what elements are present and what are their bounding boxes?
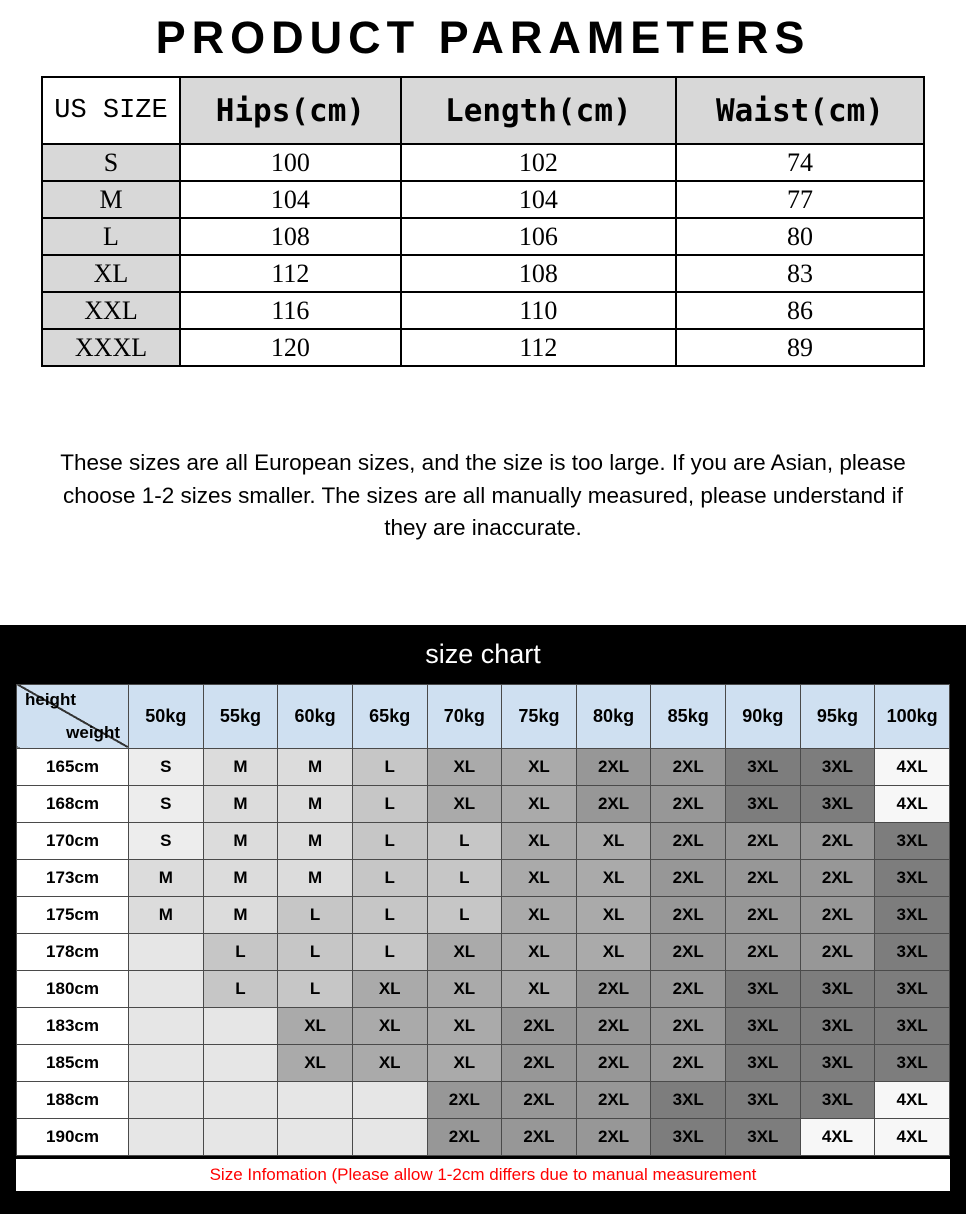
measurement-value-cell: 116 (180, 292, 401, 329)
empty-size-cell (129, 933, 204, 970)
recommended-size-cell: 2XL (576, 1118, 651, 1155)
recommended-size-cell: 2XL (651, 859, 726, 896)
size-label-cell: S (42, 144, 180, 181)
recommended-size-cell: 3XL (875, 933, 950, 970)
empty-size-cell (352, 1081, 427, 1118)
weight-header-cell: 65kg (352, 684, 427, 748)
recommended-size-cell: 2XL (800, 859, 875, 896)
empty-size-cell (278, 1081, 353, 1118)
recommended-size-cell: M (203, 859, 278, 896)
weight-header-cell: 90kg (726, 684, 801, 748)
parameters-row (42, 181, 924, 218)
recommended-size-cell: 2XL (800, 933, 875, 970)
empty-size-cell (203, 1118, 278, 1155)
recommended-size-cell: 3XL (800, 785, 875, 822)
recommended-size-cell: L (427, 859, 502, 896)
size-chart-row (17, 1007, 950, 1044)
recommended-size-cell: 2XL (502, 1044, 577, 1081)
recommended-size-cell: XL (278, 1044, 353, 1081)
weight-header-cell: 80kg (576, 684, 651, 748)
measurement-value-cell: 106 (401, 218, 676, 255)
recommended-size-cell: M (129, 859, 204, 896)
recommended-size-cell: 2XL (726, 822, 801, 859)
recommended-size-cell: 2XL (726, 933, 801, 970)
recommended-size-cell: 3XL (800, 1044, 875, 1081)
size-label-cell: L (42, 218, 180, 255)
recommended-size-cell: 3XL (875, 822, 950, 859)
measurement-value-cell: 120 (180, 329, 401, 366)
empty-size-cell (129, 970, 204, 1007)
weight-header-cell: 95kg (800, 684, 875, 748)
weight-header-cell: 100kg (875, 684, 950, 748)
recommended-size-cell: 4XL (875, 748, 950, 785)
recommended-size-cell: XL (427, 970, 502, 1007)
size-label-cell: XXXL (42, 329, 180, 366)
recommended-size-cell: XL (502, 822, 577, 859)
recommended-size-cell: M (129, 896, 204, 933)
recommended-size-cell: L (352, 785, 427, 822)
parameters-row (42, 292, 924, 329)
size-chart-row (17, 970, 950, 1007)
recommended-size-cell: 4XL (875, 785, 950, 822)
recommended-size-cell: 2XL (651, 785, 726, 822)
empty-size-cell (129, 1007, 204, 1044)
recommended-size-cell: 3XL (800, 1081, 875, 1118)
recommended-size-cell: 2XL (651, 748, 726, 785)
recommended-size-cell: 3XL (800, 748, 875, 785)
recommended-size-cell: 2XL (576, 748, 651, 785)
size-chart-row (17, 859, 950, 896)
recommended-size-cell: XL (427, 1007, 502, 1044)
recommended-size-cell: XL (427, 785, 502, 822)
weight-header-cell: 85kg (651, 684, 726, 748)
recommended-size-cell: XL (352, 970, 427, 1007)
measurement-column-header: Length(cm) (401, 77, 676, 144)
recommended-size-cell: 3XL (875, 896, 950, 933)
recommended-size-cell: 2XL (576, 970, 651, 1007)
recommended-size-cell: XL (427, 1044, 502, 1081)
recommended-size-cell: 2XL (651, 1044, 726, 1081)
empty-size-cell (278, 1118, 353, 1155)
height-header-cell: 185cm (17, 1044, 129, 1081)
product-parameters-section (0, 0, 966, 545)
height-header-cell: 190cm (17, 1118, 129, 1155)
recommended-size-cell: 3XL (651, 1118, 726, 1155)
recommended-size-cell: XL (427, 933, 502, 970)
weight-header-cell: 70kg (427, 684, 502, 748)
recommended-size-cell: 2XL (726, 896, 801, 933)
measurement-value-cell: 104 (401, 181, 676, 218)
recommended-size-cell: 2XL (576, 1081, 651, 1118)
recommended-size-cell: 2XL (427, 1118, 502, 1155)
recommended-size-cell: M (203, 785, 278, 822)
recommended-size-cell: 2XL (651, 896, 726, 933)
recommended-size-cell: XL (278, 1007, 353, 1044)
height-header-cell: 170cm (17, 822, 129, 859)
parameters-row (42, 255, 924, 292)
measurement-value-cell: 77 (676, 181, 924, 218)
recommended-size-cell: L (352, 822, 427, 859)
empty-size-cell (129, 1118, 204, 1155)
recommended-size-cell: 4XL (875, 1081, 950, 1118)
parameters-row (42, 144, 924, 181)
recommended-size-cell: 2XL (502, 1081, 577, 1118)
measurement-value-cell: 112 (180, 255, 401, 292)
recommended-size-cell: L (352, 896, 427, 933)
height-header-cell: 183cm (17, 1007, 129, 1044)
recommended-size-cell: 3XL (875, 859, 950, 896)
recommended-size-cell: XL (576, 822, 651, 859)
recommended-size-cell: M (203, 748, 278, 785)
recommended-size-cell: 2XL (576, 1044, 651, 1081)
measurement-value-cell: 108 (401, 255, 676, 292)
recommended-size-cell: XL (427, 748, 502, 785)
measurement-value-cell: 108 (180, 218, 401, 255)
size-chart-row (17, 785, 950, 822)
recommended-size-cell: M (278, 822, 353, 859)
size-chart-row (17, 896, 950, 933)
recommended-size-cell: L (352, 933, 427, 970)
recommended-size-cell: L (352, 748, 427, 785)
recommended-size-cell: XL (576, 896, 651, 933)
page-title: PRODUCT PARAMETERS (155, 12, 811, 63)
height-header-cell: 168cm (17, 785, 129, 822)
recommended-size-cell: 2XL (576, 1007, 651, 1044)
recommended-size-cell: XL (502, 859, 577, 896)
recommended-size-cell: 3XL (651, 1081, 726, 1118)
measurement-value-cell: 110 (401, 292, 676, 329)
recommended-size-cell: L (203, 933, 278, 970)
empty-size-cell (203, 1007, 278, 1044)
recommended-size-cell: S (129, 785, 204, 822)
recommended-size-cell: XL (502, 896, 577, 933)
recommended-size-cell: L (278, 933, 353, 970)
recommended-size-cell: 2XL (726, 859, 801, 896)
recommended-size-cell: 3XL (875, 1044, 950, 1081)
size-label-cell: XXL (42, 292, 180, 329)
empty-size-cell (129, 1081, 204, 1118)
size-chart-row (17, 1044, 950, 1081)
recommended-size-cell: M (278, 859, 353, 896)
recommended-size-cell: L (427, 896, 502, 933)
measurement-value-cell: 89 (676, 329, 924, 366)
recommended-size-cell: XL (502, 748, 577, 785)
recommended-size-cell: 4XL (800, 1118, 875, 1155)
recommended-size-cell: XL (502, 785, 577, 822)
recommended-size-cell: 3XL (800, 970, 875, 1007)
size-information-note: Size Infomation (Please allow 1-2cm differs due to manual measurement (16, 1159, 950, 1191)
height-header-cell: 180cm (17, 970, 129, 1007)
recommended-size-cell: 2XL (502, 1118, 577, 1155)
size-label-cell: XL (42, 255, 180, 292)
recommended-size-cell: L (278, 970, 353, 1007)
weight-header-cell: 75kg (502, 684, 577, 748)
size-chart-title: size chart (425, 638, 541, 669)
measurement-value-cell: 74 (676, 144, 924, 181)
height-header-cell: 173cm (17, 859, 129, 896)
recommended-size-cell: M (278, 748, 353, 785)
recommended-size-cell: L (352, 859, 427, 896)
recommended-size-cell: XL (352, 1007, 427, 1044)
height-weight-corner-cell (17, 684, 129, 748)
recommended-size-cell: XL (576, 933, 651, 970)
size-chart-row (17, 933, 950, 970)
recommended-size-cell: L (427, 822, 502, 859)
recommended-size-cell: S (129, 822, 204, 859)
recommended-size-cell: XL (502, 970, 577, 1007)
measurement-value-cell: 83 (676, 255, 924, 292)
us-size-column-header: US SIZE (42, 77, 180, 144)
recommended-size-cell: 3XL (875, 970, 950, 1007)
recommended-size-cell: S (129, 748, 204, 785)
recommended-size-cell: M (203, 822, 278, 859)
recommended-size-cell: XL (502, 933, 577, 970)
measurement-value-cell: 104 (180, 181, 401, 218)
empty-size-cell (352, 1118, 427, 1155)
recommended-size-cell: 3XL (800, 1007, 875, 1044)
size-label-cell: M (42, 181, 180, 218)
height-header-cell: 188cm (17, 1081, 129, 1118)
recommended-size-cell: 3XL (726, 1118, 801, 1155)
recommended-size-cell: 2XL (576, 785, 651, 822)
recommended-size-cell: 3XL (726, 748, 801, 785)
measurement-value-cell: 102 (401, 144, 676, 181)
recommended-size-cell: XL (576, 859, 651, 896)
size-chart-row (17, 748, 950, 785)
recommended-size-cell: M (203, 896, 278, 933)
measurement-value-cell: 100 (180, 144, 401, 181)
product-parameters-table (41, 76, 925, 367)
measurement-value-cell: 80 (676, 218, 924, 255)
recommended-size-cell: 3XL (726, 1007, 801, 1044)
corner-weight-label: weight (66, 722, 120, 742)
height-header-cell: 175cm (17, 896, 129, 933)
measurement-column-header: Waist(cm) (676, 77, 924, 144)
recommended-size-cell: 2XL (502, 1007, 577, 1044)
recommended-size-cell: 3XL (726, 970, 801, 1007)
recommended-size-cell: 2XL (651, 933, 726, 970)
size-chart-row (17, 1081, 950, 1118)
size-chart-table (16, 684, 950, 1156)
height-header-cell: 178cm (17, 933, 129, 970)
size-chart-panel (0, 625, 966, 1214)
weight-header-cell: 55kg (203, 684, 278, 748)
recommended-size-cell: 3XL (726, 1081, 801, 1118)
empty-size-cell (203, 1081, 278, 1118)
weight-header-cell: 60kg (278, 684, 353, 748)
empty-size-cell (129, 1044, 204, 1081)
corner-height-label: height (25, 689, 76, 709)
parameters-header-row (42, 77, 924, 144)
recommended-size-cell: 2XL (800, 896, 875, 933)
size-chart-row (17, 822, 950, 859)
recommended-size-cell: 4XL (875, 1118, 950, 1155)
recommended-size-cell: 3XL (726, 785, 801, 822)
size-chart-row (17, 1118, 950, 1155)
empty-size-cell (203, 1044, 278, 1081)
recommended-size-cell: L (278, 896, 353, 933)
recommended-size-cell: 2XL (651, 822, 726, 859)
recommended-size-cell: XL (352, 1044, 427, 1081)
parameters-row (42, 218, 924, 255)
recommended-size-cell: 2XL (800, 822, 875, 859)
measurement-column-header: Hips(cm) (180, 77, 401, 144)
recommended-size-cell: 3XL (875, 1007, 950, 1044)
recommended-size-cell: 2XL (427, 1081, 502, 1118)
sizing-note: These sizes are all European sizes, and the size is too large. If you are Asian, please choose 1-2 sizes smaller. The sizes are all manually measured, please understand if they are inaccurate. (60, 450, 906, 541)
recommended-size-cell: M (278, 785, 353, 822)
parameters-row (42, 329, 924, 366)
measurement-value-cell: 86 (676, 292, 924, 329)
recommended-size-cell: 3XL (726, 1044, 801, 1081)
height-header-cell: 165cm (17, 748, 129, 785)
weight-header-row (17, 684, 950, 748)
weight-header-cell: 50kg (129, 684, 204, 748)
recommended-size-cell: 2XL (651, 1007, 726, 1044)
measurement-value-cell: 112 (401, 329, 676, 366)
recommended-size-cell: 2XL (651, 970, 726, 1007)
recommended-size-cell: L (203, 970, 278, 1007)
